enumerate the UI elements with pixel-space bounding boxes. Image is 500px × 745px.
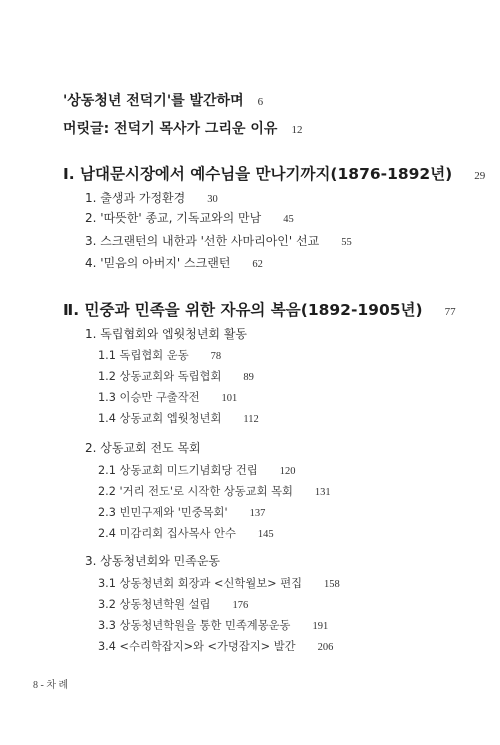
- chapter-page: 30: [207, 194, 218, 205]
- section-page: 131: [314, 487, 331, 498]
- section-title: 1.4 상동교회 엡웟청년회: [98, 412, 222, 425]
- part-title: Ⅱ. 민중과 민족을 위한 자유의 복음(1892-1905년): [63, 301, 423, 319]
- chapter-title: 2. 상동교회 전도 목회: [85, 441, 201, 455]
- section-title: 3.3 상동청년학원을 통한 민족계몽운동: [98, 619, 291, 632]
- section-title: 2.1 상동교회 미드기념회당 건립: [98, 464, 258, 477]
- section-page: 137: [249, 508, 266, 519]
- part-page: 77: [444, 306, 456, 318]
- section-title: 1.1 독립협회 운동: [98, 349, 189, 362]
- section-page: 158: [324, 579, 340, 590]
- section-title: 2.2 '거리 전도'로 시작한 상동교회 목회: [98, 485, 293, 498]
- toc-section: [98, 389, 237, 405]
- toc-section: [98, 525, 274, 541]
- toc-section: [98, 596, 248, 612]
- toc-chapter: [85, 325, 247, 342]
- toc-section: [98, 347, 221, 363]
- toc-entry-title: '상동청년 전덕기'를 발간하며: [63, 93, 244, 109]
- toc-chapter: [85, 189, 218, 206]
- toc-chapter: [85, 232, 352, 249]
- section-page: 176: [232, 600, 249, 611]
- toc-entry-foreword: [63, 90, 263, 110]
- section-title: 2.3 빈민구제와 '민중목회': [98, 506, 228, 519]
- toc-section: [98, 483, 331, 499]
- section-page: 101: [221, 393, 238, 404]
- section-title: 1.3 이승만 구출작전: [98, 391, 200, 404]
- chapter-title: 1. 독립협회와 엡웟청년회 활동: [85, 327, 247, 341]
- toc-part-2: [63, 298, 456, 320]
- toc-entry-page: 12: [291, 124, 303, 136]
- toc-chapter: [85, 209, 294, 226]
- toc-chapter: [85, 439, 201, 456]
- section-page: 191: [312, 621, 329, 632]
- section-title: 1.2 상동교회와 독립협회: [98, 370, 222, 383]
- toc-part-1: [63, 162, 485, 184]
- chapter-title: 4. '믿음의 아버지' 스크랜턴: [85, 256, 231, 270]
- toc-section: [98, 462, 295, 478]
- section-title: 3.4 <수리학잡지>와 <가뎡잡지> 발간: [98, 640, 296, 653]
- section-page: 89: [243, 372, 254, 383]
- chapter-page: 45: [283, 214, 294, 225]
- chapter-page: 62: [252, 259, 263, 270]
- chapter-title: 3. 상동청년회와 민족운동: [85, 554, 220, 568]
- toc-section: [98, 410, 259, 426]
- section-title: 2.4 미감리회 집사목사 안수: [98, 527, 236, 540]
- toc-entry-preface: [63, 118, 302, 138]
- section-title: 3.1 상동청년회 회장과 <신학월보> 편집: [98, 577, 303, 590]
- section-page: 78: [210, 351, 222, 362]
- toc-chapter: [85, 552, 220, 569]
- section-page: 145: [257, 529, 274, 540]
- chapter-title: 3. 스크랜턴의 내한과 '선한 사마리아인' 선교: [85, 234, 320, 248]
- toc-section: [98, 504, 265, 520]
- toc-section: [98, 638, 333, 654]
- toc-section: [98, 368, 254, 384]
- toc-entry-title: 머릿글: 전덕기 목사가 그리운 이유: [63, 121, 278, 137]
- section-page: 206: [317, 642, 334, 653]
- chapter-title: 1. 출생과 가정환경: [85, 191, 186, 205]
- part-page: 29: [474, 170, 486, 182]
- section-title: 3.2 상동청년학원 설립: [98, 598, 211, 611]
- section-page: 112: [243, 414, 259, 425]
- toc-section: [98, 617, 328, 633]
- toc-chapter: [85, 254, 263, 271]
- section-page: 120: [279, 466, 296, 477]
- toc-section: [98, 575, 340, 591]
- page-footer: 8 - 차 례: [33, 680, 69, 691]
- toc-entry-page: 6: [257, 96, 264, 108]
- chapter-title: 2. '따뜻한' 종교, 기독교와의 만남: [85, 211, 262, 225]
- chapter-page: 55: [341, 237, 352, 248]
- part-title: Ⅰ. 남대문시장에서 예수님을 만나기까지(1876-1892년): [63, 165, 453, 183]
